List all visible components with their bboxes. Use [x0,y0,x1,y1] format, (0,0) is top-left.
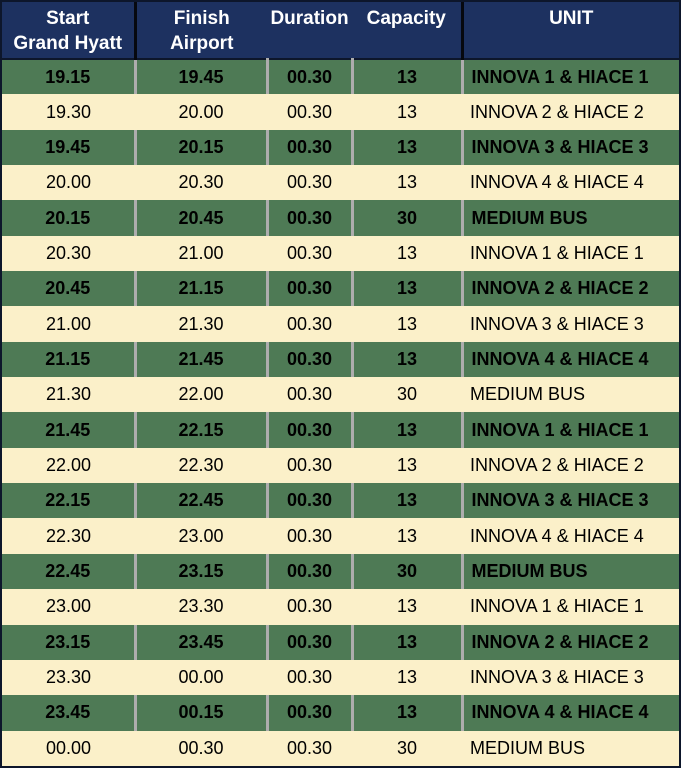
schedule-row [2,660,679,695]
unit-cell: INNOVA 1 & HIACE 1 [462,589,679,624]
finish-cell: 21.30 [135,306,267,341]
start-cell: 22.30 [2,518,135,553]
start-cell: 22.45 [2,554,135,589]
schedule-row [2,731,679,766]
header-unit-line1: UNIT [549,8,594,29]
finish-cell: 20.15 [135,130,267,165]
finish-cell: 22.00 [135,377,267,412]
duration-cell: 00.30 [267,660,352,695]
shuttle-schedule-table [2,2,679,766]
finish-cell: 21.45 [135,342,267,377]
schedule-row [2,589,679,624]
finish-cell: 00.30 [135,731,267,766]
header-finish-line1: Finish [173,8,230,29]
unit-cell: MEDIUM BUS [462,731,679,766]
duration-cell: 00.30 [267,377,352,412]
finish-cell: 23.00 [135,518,267,553]
unit-cell: INNOVA 3 & HIACE 3 [462,306,679,341]
finish-cell: 21.00 [135,236,267,271]
start-cell: 20.00 [2,165,135,200]
schedule-row [2,377,679,412]
capacity-cell: 13 [352,483,462,518]
column-header-start [2,2,135,59]
unit-cell: INNOVA 2 & HIACE 2 [462,94,679,129]
finish-cell: 23.15 [135,554,267,589]
column-header-unit [462,2,679,59]
start-cell: 00.00 [2,731,135,766]
duration-cell: 00.30 [267,165,352,200]
capacity-cell: 13 [352,589,462,624]
duration-cell: 00.30 [267,625,352,660]
unit-cell: INNOVA 1 & HIACE 1 [462,236,679,271]
schedule-row [2,554,679,589]
start-cell: 23.45 [2,695,135,730]
duration-cell: 00.30 [267,271,352,306]
duration-cell: 00.30 [267,342,352,377]
finish-cell: 21.15 [135,271,267,306]
finish-cell: 00.00 [135,660,267,695]
capacity-cell: 13 [352,130,462,165]
unit-cell: INNOVA 2 & HIACE 2 [462,448,679,483]
duration-cell: 00.30 [267,554,352,589]
capacity-cell: 13 [352,165,462,200]
capacity-cell: 13 [352,518,462,553]
start-cell: 19.15 [2,59,135,94]
start-cell: 21.15 [2,342,135,377]
capacity-cell: 30 [352,554,462,589]
unit-cell: INNOVA 3 & HIACE 3 [462,130,679,165]
unit-cell: INNOVA 2 & HIACE 2 [462,271,679,306]
column-header-capacity [352,2,462,59]
capacity-cell: 13 [352,306,462,341]
schedule-row [2,412,679,447]
unit-cell: INNOVA 2 & HIACE 2 [462,625,679,660]
start-cell: 20.30 [2,236,135,271]
header-row [2,2,679,59]
start-cell: 19.45 [2,130,135,165]
unit-cell: INNOVA 4 & HIACE 4 [462,695,679,730]
schedule-body [2,59,679,766]
duration-cell: 00.30 [267,59,352,94]
schedule-row [2,165,679,200]
duration-cell: 00.30 [267,448,352,483]
schedule-row [2,695,679,730]
capacity-cell: 13 [352,448,462,483]
schedule-row [2,306,679,341]
duration-cell: 00.30 [267,518,352,553]
duration-cell: 00.30 [267,589,352,624]
duration-cell: 00.30 [267,94,352,129]
header-capacity-line1: Capacity [366,8,446,29]
header-start-line2: Grand Hyatt [13,33,123,54]
finish-cell: 20.00 [135,94,267,129]
schedule-row [2,236,679,271]
unit-cell: INNOVA 1 & HIACE 1 [462,59,679,94]
unit-cell: INNOVA 3 & HIACE 3 [462,483,679,518]
capacity-cell: 13 [352,236,462,271]
header-finish-line2: Airport [170,33,234,54]
duration-cell: 00.30 [267,306,352,341]
unit-cell: INNOVA 3 & HIACE 3 [462,660,679,695]
finish-cell: 23.30 [135,589,267,624]
unit-cell: INNOVA 4 & HIACE 4 [462,165,679,200]
finish-cell: 22.30 [135,448,267,483]
start-cell: 21.00 [2,306,135,341]
start-cell: 20.15 [2,200,135,235]
unit-cell: MEDIUM BUS [462,200,679,235]
duration-cell: 00.30 [267,483,352,518]
start-cell: 20.45 [2,271,135,306]
start-cell: 22.15 [2,483,135,518]
column-header-duration [267,2,352,59]
finish-cell: 20.45 [135,200,267,235]
schedule-row [2,59,679,94]
unit-cell: MEDIUM BUS [462,377,679,412]
capacity-cell: 13 [352,342,462,377]
duration-cell: 00.30 [267,412,352,447]
unit-cell: INNOVA 4 & HIACE 4 [462,518,679,553]
schedule-row [2,94,679,129]
finish-cell: 00.15 [135,695,267,730]
capacity-cell: 30 [352,200,462,235]
start-cell: 21.45 [2,412,135,447]
capacity-cell: 30 [352,731,462,766]
schedule-row [2,200,679,235]
header-duration-line1: Duration [270,8,349,29]
finish-cell: 19.45 [135,59,267,94]
capacity-cell: 13 [352,695,462,730]
duration-cell: 00.30 [267,236,352,271]
finish-cell: 23.45 [135,625,267,660]
finish-cell: 22.15 [135,412,267,447]
start-cell: 23.00 [2,589,135,624]
schedule-row [2,130,679,165]
header-start-line1: Start [46,8,90,29]
duration-cell: 00.30 [267,731,352,766]
schedule-row [2,625,679,660]
schedule-row [2,342,679,377]
start-cell: 19.30 [2,94,135,129]
schedule-row [2,518,679,553]
capacity-cell: 30 [352,377,462,412]
start-cell: 21.30 [2,377,135,412]
unit-cell: INNOVA 1 & HIACE 1 [462,412,679,447]
schedule-row [2,483,679,518]
schedule-header [2,2,679,59]
finish-cell: 20.30 [135,165,267,200]
finish-cell: 22.45 [135,483,267,518]
schedule-row [2,448,679,483]
capacity-cell: 13 [352,625,462,660]
start-cell: 23.15 [2,625,135,660]
unit-cell: MEDIUM BUS [462,554,679,589]
start-cell: 23.30 [2,660,135,695]
schedule-row [2,271,679,306]
capacity-cell: 13 [352,59,462,94]
capacity-cell: 13 [352,271,462,306]
capacity-cell: 13 [352,94,462,129]
duration-cell: 00.30 [267,695,352,730]
column-header-finish [135,2,267,59]
unit-cell: INNOVA 4 & HIACE 4 [462,342,679,377]
capacity-cell: 13 [352,660,462,695]
duration-cell: 00.30 [267,130,352,165]
duration-cell: 00.30 [267,200,352,235]
start-cell: 22.00 [2,448,135,483]
capacity-cell: 13 [352,412,462,447]
